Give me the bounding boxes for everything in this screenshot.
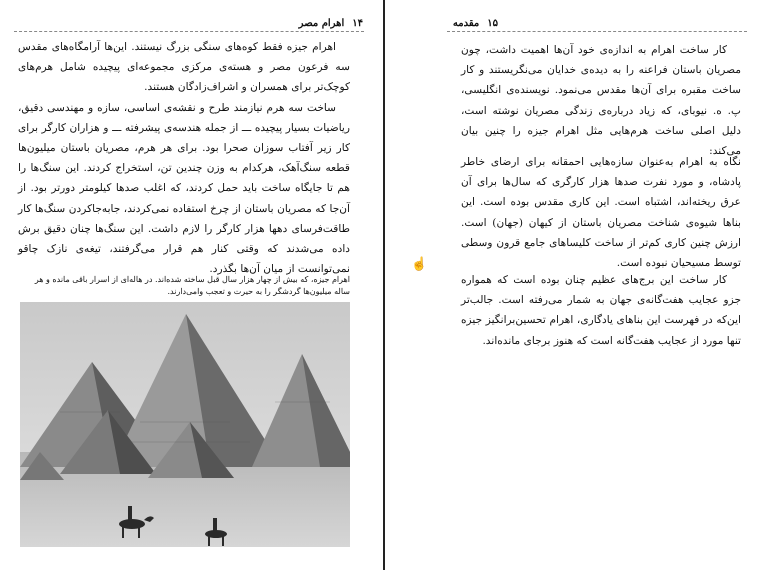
quoted-passage [461, 152, 741, 273]
right-paragraph: کار ساخت اهرام به اندازه‌ی خود آن‌ها اهمیت داشت، چون مصریان باستان فراعنه را به دیده‌ی خدایان می‌نگریستند و کار ساخت مقبره برای آن‌ها مقدس می‌نمود. نویسنده‌ی انگلیسی، پ. ه. نیوبای، که زیاد درباره‌ی زندگی مصریان نوشته است، دلیل اصلی ساخت هرم‌هایی مثل اهرام جیزه را چنین بیان می‌کند: [461, 44, 741, 158]
right-intro-text [461, 40, 741, 161]
photo-caption: اهرام جیزه، که بیش از چهار هزار سال قبل ساخته شده‌اند. در هاله‌ای از اسرار باقی مانده و هر ساله میلیون‌ها گردشگر را به حیرت و تعجب وامی‌دارند. [34, 275, 350, 296]
left-body-text [18, 37, 350, 279]
quote-text: نگاه به اهرام به‌عنوان سازه‌هایی احمقانه برای ارضای خاطر پادشاه، و مورد نفرت صدها هزار کارگری که سال‌ها برای آن عرق ریخته‌اند، اشتباه است. این کاری مقدس بوده است. این بناها شیوه‌ی شناخت مصریان باستان از کیهان (جهان) است. ارزش چنین کاری کم‌تر از ساخت کلیساهای جامع قرون وسطی توسط مسیحیان نبوده است. [461, 156, 741, 270]
left-paragraph: اهرام جیزه فقط کوه‌های سنگی بزرگ نیستند. این‌ها آرامگاه‌های مقدس سه فرعون مصر و هسته‌ی مرکزی مجموعه‌ای پیچیده شامل هرم‌های کوچک‌تر برای همسران و اشراف‌زادگان هستند. [18, 41, 350, 94]
left-running-head [299, 15, 363, 31]
pyramids-photo [20, 302, 350, 547]
right-closing-text [461, 270, 741, 351]
left-header-rule [14, 31, 364, 32]
pyramids-photo-icon [20, 302, 350, 547]
left-page [0, 0, 383, 570]
right-page-number: ۱۵ [487, 17, 498, 29]
hand-cursor-icon: ☝ [411, 257, 428, 272]
left-running-title: اهرام مصر [298, 17, 345, 29]
right-header-rule [447, 31, 747, 32]
right-running-head [453, 15, 498, 31]
left-page-number: ۱۴ [352, 17, 363, 29]
left-paragraph: ساخت سه هرم نیازمند طرح و نقشه‌ی اساسی، سازه و مهندسی دقیق، ریاضیات بسیار پیچیده ـــ از جمله هندسه‌ی پیشرفته ـــ و هزاران کارگر برای کار زیر آفتاب سوزان صحرا بود. برای هر هرم، مصریان باستان میلیون‌ها قطعه سنگ‌آهک، هرکدام به وزن چندین تن، استخراج کردند. این سنگ‌ها را هم تا جایگاه ساخت باید حمل کردند، که اغلب صدها کیلومتر دورتر بود. از آن‌جا که مصریان باستان از چرخ استفاده نمی‌کردند، جابه‌جاکردن سنگ‌ها کار طاقت‌فرسای دهها هزار کارگر را لازم داشت. این سنگ‌ها چنان دقیق برش داده می‌شدند که وقتی کنار هم قرار می‌گرفتند، تیغه‌ی نازک چاقو نمی‌توانست از میان آن‌ها بگذرد. [18, 101, 350, 276]
closing-paragraph: کار ساخت این برج‌های عظیم چنان بوده است که همواره جزو عجایب هفت‌گانه‌ی جهان به شمار می‌رفته است. جالب‌تر این‌که در فهرست این بناهای یادگاری، اهرام تحسین‌برانگیز جیزه تنها مورد از عجایب هفت‌گانه است که هنوز برجای مانده‌اند. [461, 274, 741, 347]
right-running-title: مقدمه [452, 17, 480, 29]
right-page [385, 0, 768, 570]
